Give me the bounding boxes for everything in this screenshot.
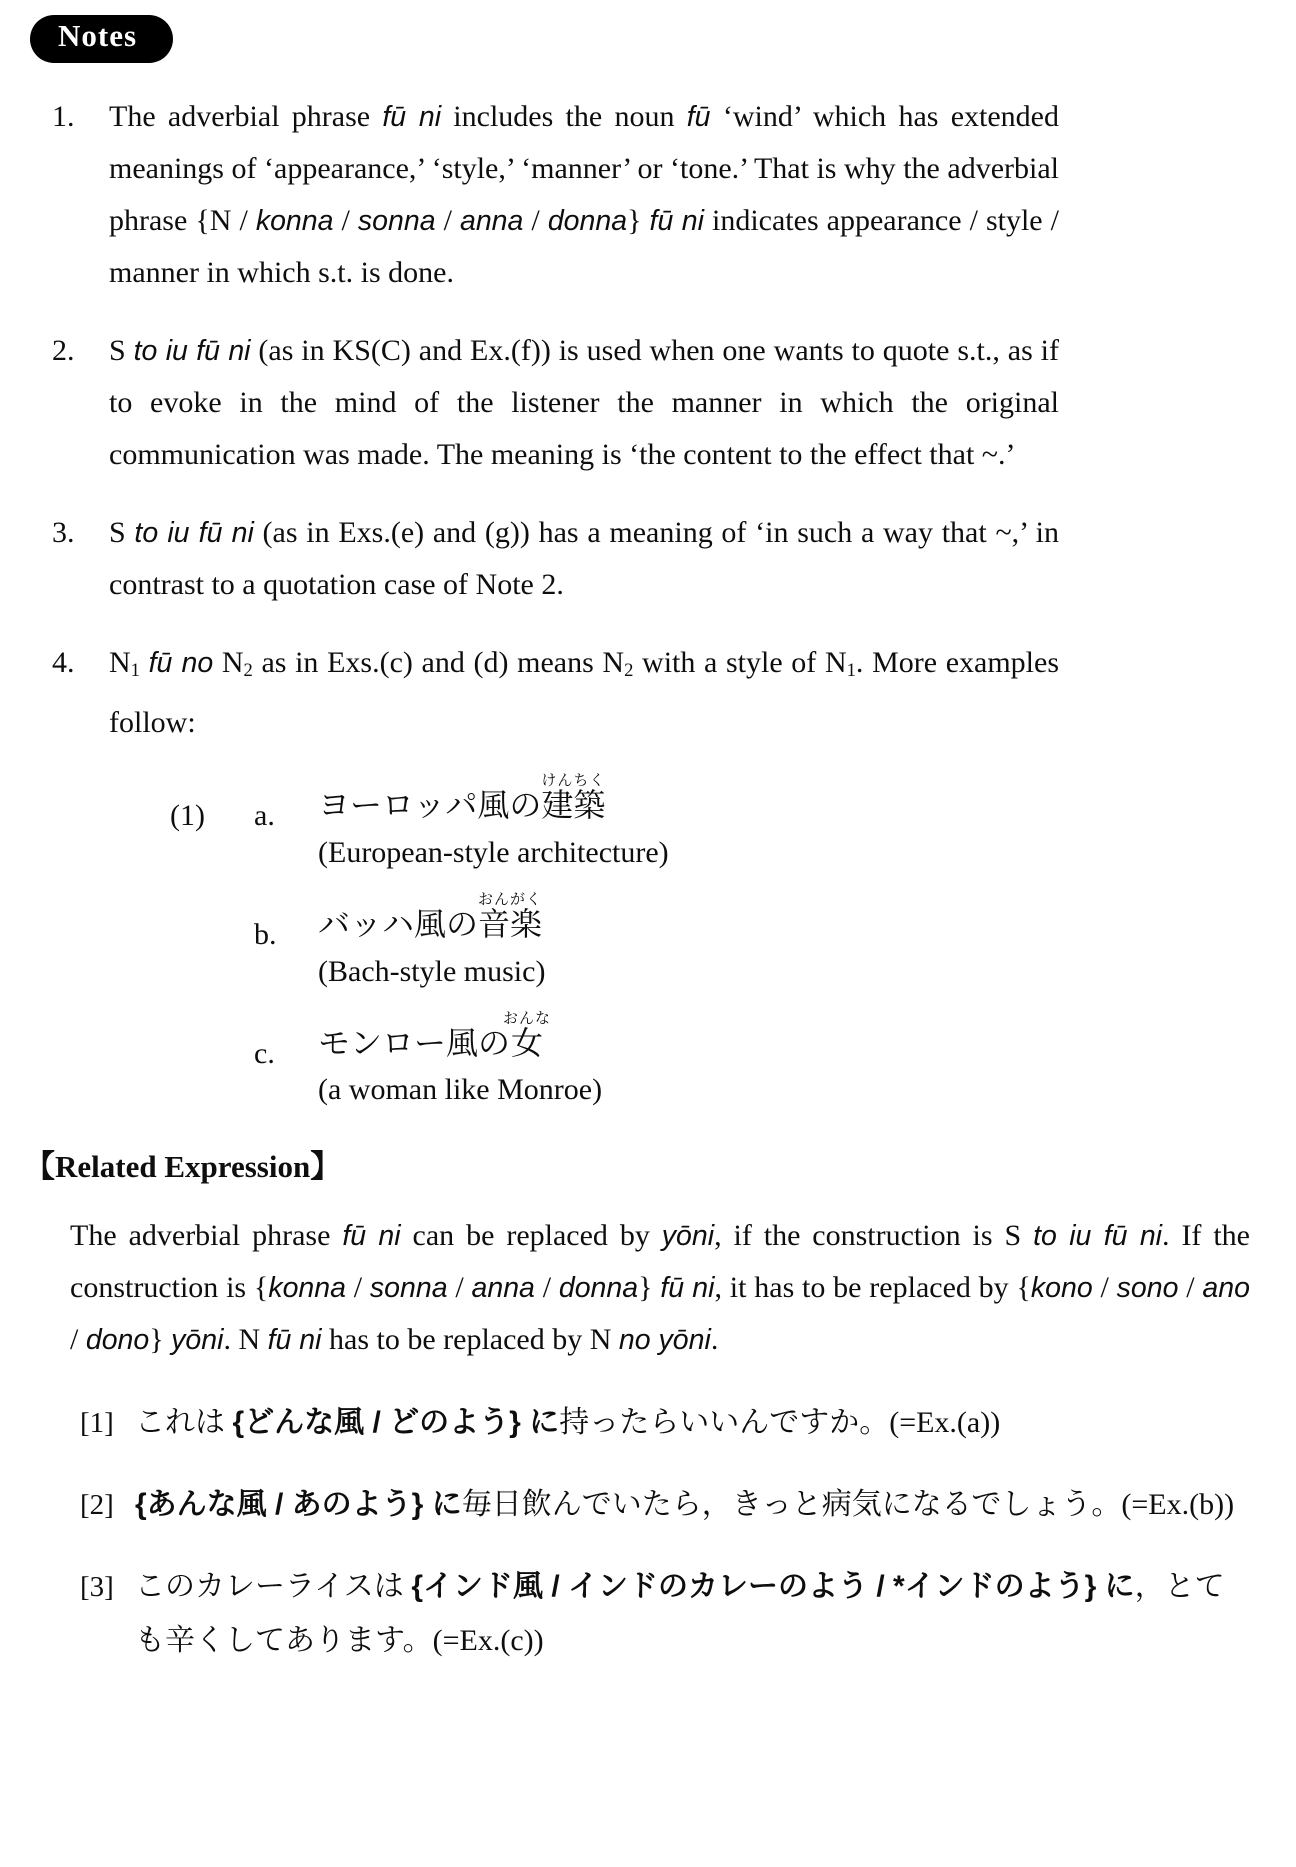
related-example-2 [80,1478,1296,1532]
related-example-text: {あんな風 / あのよう} に毎日飲んでいたら，きっと病気になるでしょう。(=Ex.(b)) [135,1488,1235,1522]
example-group [170,773,1296,1107]
example-body [318,892,545,989]
note-item-2 [52,325,1296,481]
related-example-number: [2] [80,1489,114,1522]
related-example-number: [3] [80,1571,114,1604]
example-english-translation: (European-style architecture) [318,835,669,869]
example-letter: b. [254,917,277,951]
example-item-b [254,892,669,989]
example-japanese-text: バッハ風の音楽おんがく [318,891,543,942]
example-english-translation: (a woman like Monroe) [318,1073,603,1107]
notes-section-badge [30,15,173,63]
note-text: S to iu fū ni (as in Exs.(e) and (g)) has a meaning of ‘in such a way that ~,’ in contrast to a quotation case of Note 2. [109,516,1060,601]
note-item-3 [52,507,1296,611]
note-number: 4. [52,646,75,679]
note-item-4 [52,637,1296,749]
related-example-3 [80,1560,1296,1668]
related-example-1 [80,1396,1296,1450]
note-item-1 [52,91,1296,299]
example-letter: c. [254,1036,275,1070]
related-example-text: これは {どんな風 / どのよう} に持ったらいいんですか。(=Ex.(a)) [135,1406,1001,1440]
related-example-text: このカレーライスは {インド風 / インドのカレーのよう / *インドのよう} に，とても辛くしてあります。(=Ex.(c)) [135,1570,1225,1658]
note-number: 1. [52,100,75,133]
example-body [318,773,669,870]
note-text: S to iu fū ni (as in KS(C) and Ex.(f)) is used when one wants to quote s.t., as if to evoke in the mind of the listener the manner in which the original communication was made. The meaning is ‘the content to the effect that ~.’ [109,334,1060,471]
example-group-number: (1) [170,799,205,833]
example-item-a [254,773,669,870]
example-letter: a. [254,799,275,833]
related-example-number: [1] [80,1407,114,1440]
example-items [254,773,669,1107]
note-number: 3. [52,516,75,549]
related-expression-heading: 【Related Expression】 [24,1149,342,1185]
example-body [318,1011,602,1108]
example-english-translation: (Bach-style music) [318,954,546,988]
note-text: N1 fū no N2 as in Exs.(c) and (d) means N2 with a style of N1. More examples follow: [109,646,1059,740]
note-number: 2. [52,334,75,367]
example-japanese-text: ヨーロッパ風の建築けんちく [318,773,606,824]
notes-badge-label: Notes [58,18,138,53]
related-expression-paragraph: The adverbial phrase fū ni can be replaced by yōni, if the construction is S to iu fū ni. If the construction is {konna / sonna / anna / donna} fū ni, it has to be replaced by {kono / sono / ano / dono} yōni. N fū ni has to be replaced by N no yōni. [70,1219,1250,1357]
note-text: The adverbial phrase fū ni includes the noun fū ‘wind’ which has extended meanings of ‘appearance,’ ‘style,’ ‘manner’ or ‘tone.’ That is why the adverbial phrase {N / konna / sonna / anna / donna} fū ni indicates appearance / style / manner in which s.t. is done. [109,100,1059,289]
example-item-c [254,1011,669,1108]
example-japanese-text: モンロー風の女おんな [318,1010,552,1061]
